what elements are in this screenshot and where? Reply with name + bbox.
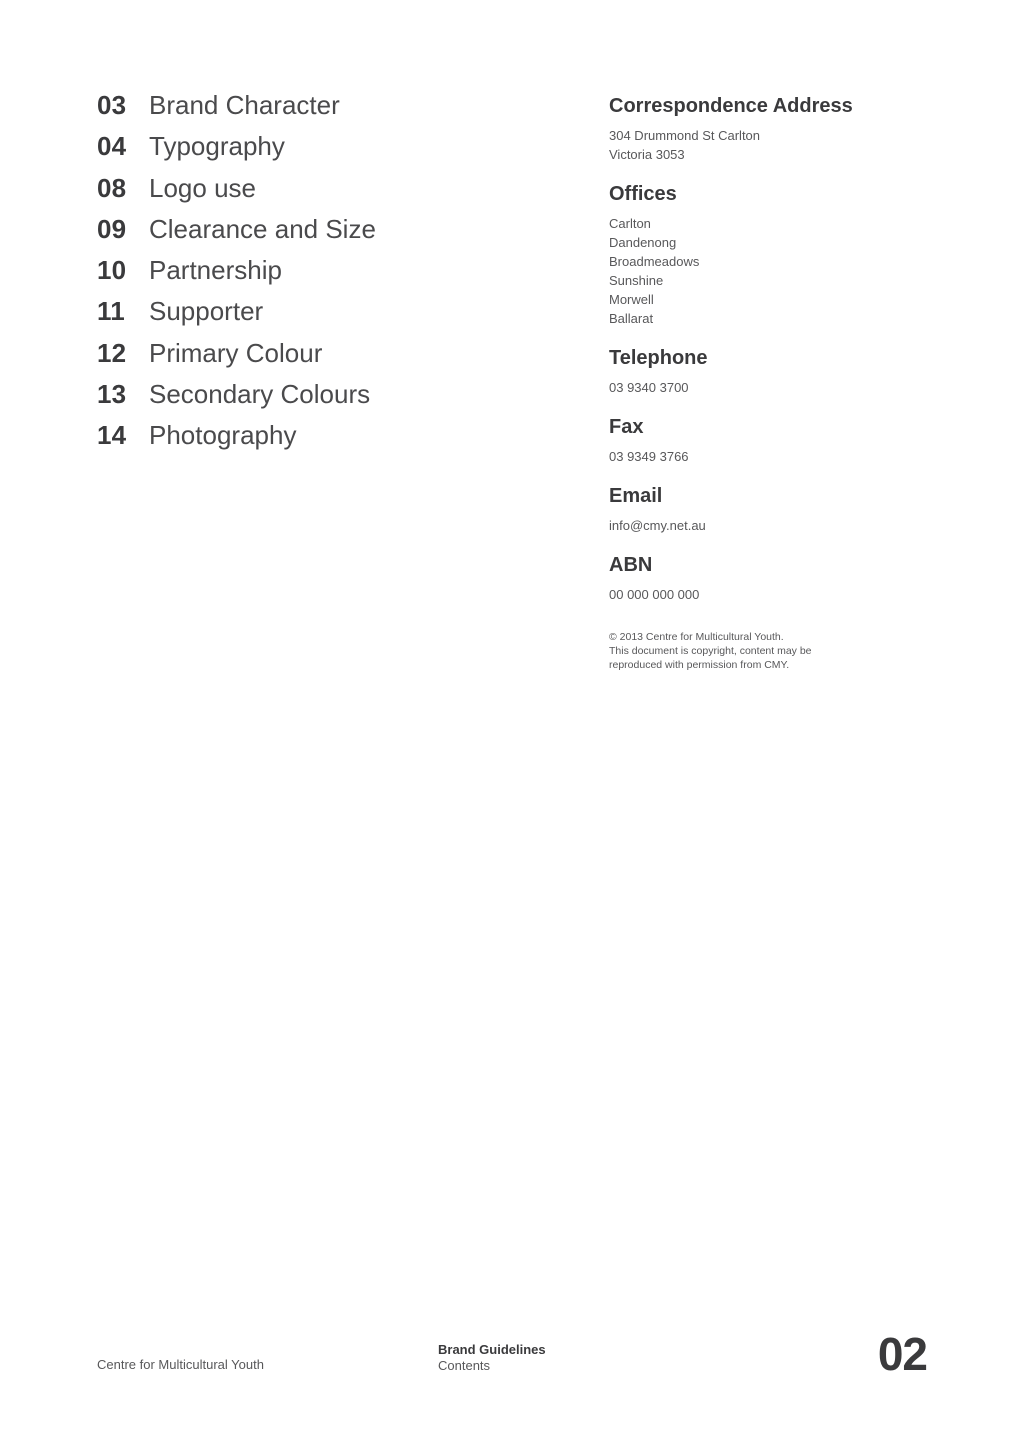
footer-document-section: Contents (438, 1358, 491, 1373)
fax-lines (609, 447, 939, 466)
toc-item-secondary-colours (97, 379, 517, 420)
abn-lines (609, 585, 939, 604)
toc-title: Supporter (149, 296, 264, 327)
page-number: 02 (877, 1328, 927, 1380)
toc-item-supporter (97, 296, 517, 337)
toc-page-number: 11 (97, 296, 125, 327)
email-heading: Email (609, 485, 663, 507)
address-line: 304 Drummond St Carlton (609, 128, 761, 143)
toc-page-number: 13 (97, 379, 127, 410)
copyright-line: This document is copyright, content may be (609, 645, 812, 657)
office-item: Sunshine (609, 273, 664, 288)
telephone-heading: Telephone (609, 347, 708, 369)
toc-item-partnership (97, 255, 517, 296)
toc-page-number: 09 (97, 213, 127, 244)
toc-title: Typography (149, 131, 285, 162)
fax-heading: Fax (609, 416, 644, 438)
toc-item-photography (97, 420, 517, 461)
toc-item-brand-character (97, 90, 517, 131)
toc-title: Secondary Colours (149, 379, 371, 410)
footer-document-title: Brand Guidelines (438, 1342, 546, 1357)
office-item: Ballarat (609, 311, 654, 326)
abn-number: 00 000 000 000 (609, 587, 700, 602)
telephone-section (609, 344, 939, 397)
table-of-contents (97, 90, 517, 462)
correspondence-lines (609, 126, 939, 164)
toc-title: Clearance and Size (149, 213, 376, 244)
copyright-notice (609, 630, 939, 672)
toc-page-number: 03 (97, 90, 127, 120)
offices-list (609, 214, 939, 328)
toc-page-number: 04 (97, 131, 127, 162)
correspondence-heading: Correspondence Address (609, 95, 853, 117)
copyright-line: © 2013 Centre for Multicultural Youth. (609, 631, 784, 643)
toc-page-number: 14 (97, 420, 127, 451)
office-item: Dandenong (609, 235, 677, 250)
toc-title: Partnership (149, 255, 282, 286)
telephone-number: 03 9340 3700 (609, 380, 689, 395)
footer-organization: Centre for Multicultural Youth (97, 1357, 264, 1372)
fax-section (609, 413, 939, 466)
contact-details (609, 92, 939, 672)
offices-heading: Offices (609, 183, 677, 205)
email-lines (609, 516, 939, 535)
toc-item-logo-use (97, 173, 517, 214)
toc-title: Primary Colour (149, 337, 323, 368)
fax-number: 03 9349 3766 (609, 449, 689, 464)
toc-page-number: 08 (97, 172, 127, 203)
footer-document-info (438, 1342, 546, 1374)
email-section (609, 482, 939, 535)
toc-title: Brand Character (149, 90, 340, 120)
toc-page-number: 10 (97, 255, 127, 286)
address-line: Victoria 3053 (609, 147, 685, 162)
toc-page-number: 12 (97, 337, 127, 368)
toc-title: Photography (149, 420, 297, 451)
copyright-line: reproduced with permission from CMY. (609, 659, 790, 671)
toc-item-primary-colour (97, 338, 517, 379)
toc-item-typography (97, 131, 517, 172)
office-item: Carlton (609, 216, 651, 231)
offices-section (609, 180, 939, 328)
telephone-lines (609, 378, 939, 397)
toc-item-clearance-and-size (97, 214, 517, 255)
abn-heading: ABN (609, 554, 653, 576)
office-item: Morwell (609, 292, 654, 307)
toc-title: Logo use (149, 172, 256, 203)
office-item: Broadmeadows (609, 254, 700, 269)
email-address: info@cmy.net.au (609, 518, 706, 533)
abn-section (609, 551, 939, 604)
correspondence-section (609, 92, 939, 164)
